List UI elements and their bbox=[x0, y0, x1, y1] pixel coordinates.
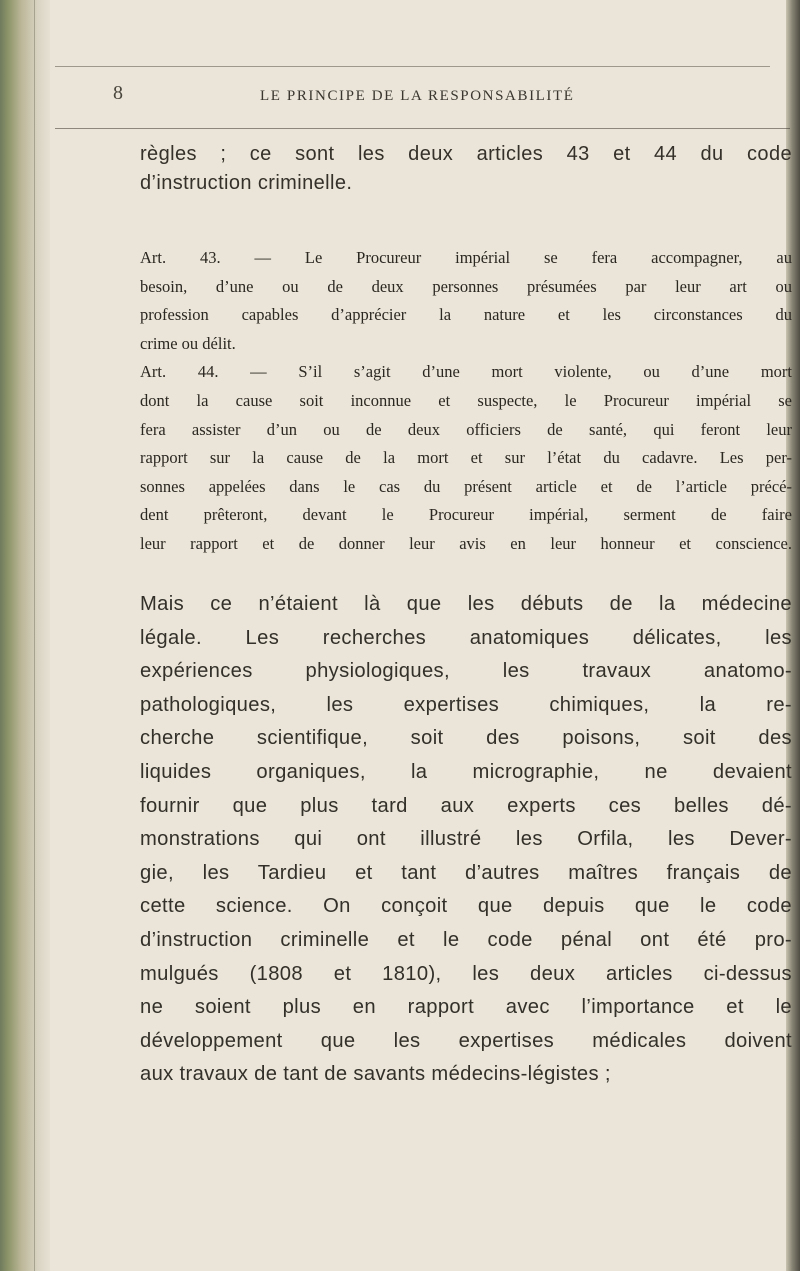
running-title: LE PRINCIPE DE LA RESPONSABILITÉ bbox=[260, 88, 575, 104]
page-header bbox=[55, 82, 790, 112]
main-line: gie, les Tardieu et tant d’autres maîtres français de bbox=[140, 861, 792, 884]
article-44-line: rapport sur la cause de la mort et sur l’état du cadavre. Les per- bbox=[140, 448, 792, 468]
book-binding-edge bbox=[0, 0, 50, 1271]
article-44-line: leur rapport et de donner leur avis en leur honneur et conscience. bbox=[140, 533, 792, 553]
intro-line: règles ; ce sont les deux articles 43 et 44 du code bbox=[140, 143, 792, 165]
main-line: pathologiques, les expertises chimiques, la re- bbox=[140, 693, 792, 716]
article-44-line: sonnes appelées dans le cas du présent article et de l’article précé- bbox=[140, 476, 792, 496]
main-line: ne soient plus en rapport avec l’importance et le bbox=[140, 996, 792, 1019]
article-44-line: fera assister d’un ou de deux officiers de santé, qui feront leur bbox=[140, 419, 792, 439]
binding-crease bbox=[34, 0, 35, 1271]
main-line: mulgués (1808 et 1810), les deux articles ci-dessus bbox=[140, 962, 792, 985]
article-43-line: crime ou délit. bbox=[140, 333, 236, 353]
main-line: d’instruction criminelle et le code pénal ont été pro- bbox=[140, 928, 792, 951]
main-line: Mais ce n’étaient là que les débuts de la médecine bbox=[140, 593, 792, 615]
article-43-line: profession capables d’apprécier la nature et les circonstances du bbox=[140, 305, 792, 325]
quoted-articles bbox=[140, 244, 792, 559]
main-line: aux travaux de tant de savants médecins-légistes ; bbox=[140, 1063, 611, 1086]
main-line: fournir que plus tard aux experts ces belles dé- bbox=[140, 794, 792, 817]
intro-line: d’instruction criminelle. bbox=[140, 172, 353, 194]
article-44-line: dont la cause soit inconnue et suspecte, le Procureur impérial se bbox=[140, 390, 792, 410]
main-paragraph bbox=[140, 588, 792, 1092]
main-line: monstrations qui ont illustré les Orfila, les Dever- bbox=[140, 828, 792, 851]
main-line: expériences physiologiques, les travaux anatomo- bbox=[140, 660, 792, 683]
header-rule bbox=[55, 128, 790, 129]
main-line: légale. Les recherches anatomiques délicates, les bbox=[140, 626, 792, 649]
intro-paragraph bbox=[140, 140, 792, 198]
main-line: développement que les expertises médicales doivent bbox=[140, 1029, 792, 1052]
top-rule bbox=[55, 66, 770, 67]
article-43-line: Art. 43. — Le Procureur impérial se fera accompagner, au bbox=[140, 248, 792, 267]
main-line: cette science. On conçoit que depuis que le code bbox=[140, 895, 792, 918]
article-44-line: dent prêteront, devant le Procureur impérial, serment de faire bbox=[140, 505, 792, 525]
main-line: cherche scientifique, soit des poisons, soit des bbox=[140, 727, 792, 750]
article-44-line: Art. 44. — S’il s’agit d’une mort violente, ou d’une mort bbox=[140, 362, 792, 382]
article-43-line: besoin, d’une ou de deux personnes présumées par leur art ou bbox=[140, 276, 792, 296]
page-number: 8 bbox=[113, 82, 123, 104]
main-line: liquides organiques, la micrographie, ne devaient bbox=[140, 760, 792, 783]
